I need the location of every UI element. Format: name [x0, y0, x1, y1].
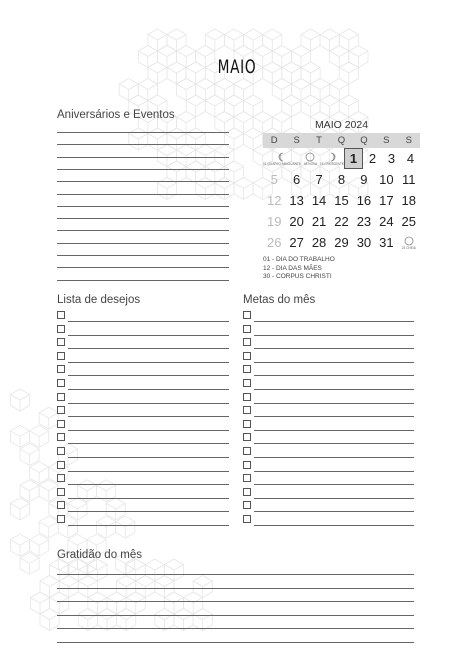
writing-line[interactable]	[68, 525, 229, 526]
checkbox[interactable]	[57, 433, 65, 441]
moon-phase-label: 08 NOVA	[303, 161, 318, 166]
writing-line[interactable]	[57, 132, 229, 133]
writing-line[interactable]	[57, 169, 229, 170]
calendar-day-today	[344, 148, 363, 169]
moon-phase-cell	[301, 148, 320, 169]
weekday-label: S	[285, 133, 307, 148]
checkbox[interactable]	[243, 474, 251, 482]
weekday-label: Q	[330, 133, 352, 148]
calendar-week-3	[263, 190, 420, 211]
checkbox[interactable]	[243, 447, 251, 455]
checkbox[interactable]	[57, 379, 65, 387]
writing-line[interactable]	[57, 230, 229, 231]
checkbox[interactable]	[243, 325, 251, 333]
calendar-day: 31	[379, 235, 394, 250]
calendar-day: 27	[289, 235, 304, 250]
writing-line[interactable]	[68, 348, 229, 349]
holidays-list	[263, 256, 420, 282]
writing-line[interactable]	[68, 375, 229, 376]
checkbox[interactable]	[57, 447, 65, 455]
writing-line[interactable]	[57, 588, 414, 589]
calendar-day: 29	[334, 235, 349, 250]
calendar-day: 17	[379, 193, 394, 208]
new-moon-icon	[305, 152, 315, 162]
writing-line[interactable]	[68, 511, 229, 512]
writing-line[interactable]	[68, 389, 229, 390]
writing-line[interactable]	[57, 615, 414, 616]
calendar-week-5	[263, 232, 420, 253]
writing-line[interactable]	[68, 471, 229, 472]
writing-line[interactable]	[254, 525, 414, 526]
calendar-day: 7	[315, 172, 323, 187]
writing-line[interactable]	[254, 389, 414, 390]
calendar-day: 8	[337, 172, 346, 187]
calendar-day: 21	[311, 214, 327, 229]
checkbox[interactable]	[243, 311, 251, 319]
checkbox[interactable]	[57, 501, 65, 509]
writing-line[interactable]	[254, 416, 414, 417]
writing-line[interactable]	[68, 498, 229, 499]
calendar-day-sunday: 19	[266, 214, 282, 229]
writing-line[interactable]	[57, 243, 229, 244]
checkbox[interactable]	[243, 488, 251, 496]
holiday-item: 01 - DIA DO TRABALHO	[263, 256, 335, 263]
writing-line[interactable]	[57, 218, 229, 219]
writing-line[interactable]	[57, 574, 414, 575]
calendar-day: 11	[402, 172, 416, 187]
writing-line[interactable]	[254, 484, 414, 485]
checkbox[interactable]	[57, 393, 65, 401]
checkbox[interactable]	[243, 352, 251, 360]
holiday-item: 12 - DIA DAS MÃES	[263, 264, 322, 272]
checkbox[interactable]	[243, 515, 251, 523]
moon-phase-cell	[398, 232, 420, 253]
wishlist-section-title: Lista de desejos	[57, 294, 141, 306]
calendar-day: 9	[360, 172, 368, 187]
writing-line[interactable]	[254, 348, 414, 349]
calendar-day: 28	[311, 235, 327, 250]
calendar-day: 16	[356, 193, 372, 208]
writing-line[interactable]	[57, 144, 229, 145]
checkbox[interactable]	[243, 338, 251, 346]
writing-line[interactable]	[68, 416, 229, 417]
writing-line[interactable]	[57, 642, 414, 643]
writing-line[interactable]	[68, 403, 229, 404]
weekday-label: D	[263, 133, 285, 148]
waxing-moon-icon	[327, 152, 337, 162]
calendar-day: 6	[293, 172, 301, 187]
moon-phase-label: 01 QUARTO MINGUANTE	[263, 161, 301, 166]
writing-line[interactable]	[254, 443, 414, 444]
calendar-day: 22	[334, 214, 349, 229]
calendar-day: 20	[289, 214, 304, 229]
weekday-label: T	[308, 133, 330, 148]
writing-line[interactable]	[254, 511, 414, 512]
writing-line[interactable]	[68, 457, 229, 458]
calendar-day-sunday: 26	[266, 235, 282, 250]
checkbox[interactable]	[57, 365, 65, 373]
writing-line[interactable]	[57, 255, 229, 256]
moon-phase-cell	[263, 148, 301, 169]
checkbox[interactable]	[57, 325, 65, 333]
checkbox[interactable]	[57, 488, 65, 496]
writing-line[interactable]	[68, 362, 229, 363]
checkbox[interactable]	[57, 352, 65, 360]
calendar-day: 15	[334, 193, 349, 208]
writing-line[interactable]	[68, 321, 229, 322]
writing-line[interactable]	[254, 335, 414, 336]
checkbox[interactable]	[57, 311, 65, 319]
writing-line[interactable]	[57, 181, 229, 182]
calendar-week-1	[263, 148, 420, 169]
goals-section-title: Metas do mês	[243, 294, 316, 306]
calendar-week-2	[263, 169, 420, 190]
writing-line[interactable]	[57, 267, 229, 268]
writing-line[interactable]	[57, 280, 229, 281]
highlighted-day: 1	[344, 148, 363, 169]
writing-line[interactable]	[57, 206, 229, 207]
calendar-day: 3	[387, 151, 396, 166]
checkbox[interactable]	[243, 433, 251, 441]
writing-line[interactable]	[68, 443, 229, 444]
calendar-title: MAIO 2024	[314, 119, 369, 131]
writing-line[interactable]	[68, 430, 229, 431]
writing-line[interactable]	[254, 403, 414, 404]
writing-line[interactable]	[254, 375, 414, 376]
weekday-label: S	[375, 133, 397, 148]
checkbox[interactable]	[243, 365, 251, 373]
calendar-day: 4	[406, 151, 415, 166]
writing-line[interactable]	[254, 457, 414, 458]
moon-phase-label: 15 CRESCENTE	[319, 161, 345, 166]
mini-calendar	[263, 117, 420, 282]
writing-line[interactable]	[254, 430, 414, 431]
calendar-day: 30	[356, 235, 372, 250]
full-moon-icon	[404, 236, 414, 246]
checkbox[interactable]	[57, 420, 65, 428]
checkbox[interactable]	[57, 406, 65, 414]
checkbox[interactable]	[57, 474, 65, 482]
writing-line[interactable]	[254, 362, 414, 363]
birthdays-section-title: Aniversários e Eventos	[57, 109, 175, 121]
calendar-day: 14	[311, 193, 327, 208]
writing-line[interactable]	[254, 498, 414, 499]
moon-phase-label: 23 CHEIA	[401, 245, 416, 250]
checkbox[interactable]	[243, 501, 251, 509]
checkbox[interactable]	[243, 406, 251, 414]
writing-line[interactable]	[254, 471, 414, 472]
waning-moon-icon	[277, 152, 287, 162]
checkbox[interactable]	[243, 420, 251, 428]
holiday-item: 30 - CORPUS CHRISTI	[263, 273, 332, 280]
page-title: MAIO	[217, 56, 257, 78]
writing-line[interactable]	[57, 194, 229, 195]
checkbox[interactable]	[243, 379, 251, 387]
weekday-label: Q	[353, 133, 375, 148]
checkbox[interactable]	[243, 393, 251, 401]
calendar-weekday-header	[263, 133, 420, 148]
writing-line[interactable]	[68, 335, 229, 336]
moon-phase-cell	[320, 148, 344, 169]
checkbox[interactable]	[57, 461, 65, 469]
weekday-label: S	[398, 133, 420, 148]
writing-line[interactable]	[57, 601, 414, 602]
calendar-day: 24	[379, 214, 394, 229]
writing-line[interactable]	[57, 628, 414, 629]
writing-line[interactable]	[57, 157, 229, 158]
calendar-day-sunday: 5	[270, 172, 278, 187]
checkbox[interactable]	[57, 338, 65, 346]
calendar-day: 25	[401, 214, 417, 229]
writing-line[interactable]	[254, 321, 414, 322]
calendar-day: 10	[379, 172, 394, 187]
checkbox[interactable]	[57, 515, 65, 523]
calendar-day: 23	[356, 214, 372, 229]
calendar-day-sunday: 12	[266, 193, 282, 208]
calendar-day: 13	[289, 193, 304, 208]
calendar-day: 18	[401, 193, 417, 208]
gratitude-section-title: Gratidão do mês	[57, 549, 143, 561]
calendar-week-4	[263, 211, 420, 232]
writing-line[interactable]	[68, 484, 229, 485]
calendar-day: 2	[368, 151, 377, 166]
checkbox[interactable]	[243, 461, 251, 469]
